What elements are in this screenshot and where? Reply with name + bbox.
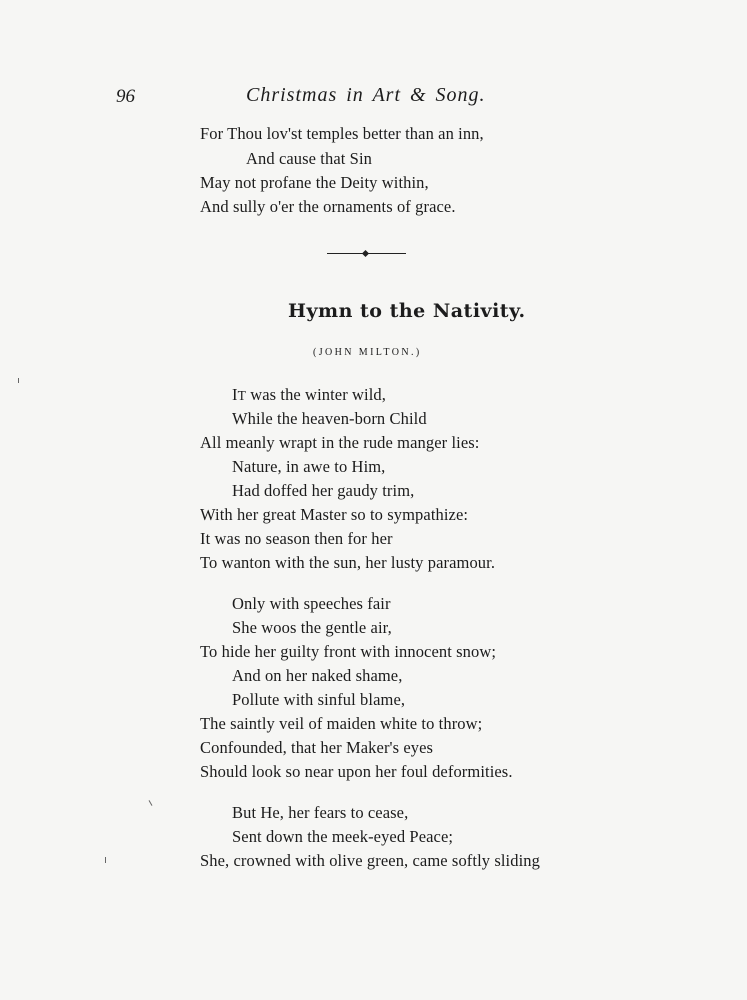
verse-line: Only with speeches fair bbox=[232, 594, 391, 613]
small-caps-text: T bbox=[237, 388, 246, 403]
verse-line bbox=[232, 385, 386, 405]
verse-line: The saintly veil of maiden white to throw; bbox=[200, 714, 483, 733]
verse-line: Nature, in awe to Him, bbox=[232, 457, 386, 476]
verse-line: To hide her guilty front with innocent snow; bbox=[200, 642, 497, 661]
scan-speck bbox=[18, 378, 19, 383]
verse-line: May not profane the Deity within, bbox=[200, 173, 429, 192]
verse-text: was the winter wild, bbox=[245, 385, 386, 404]
verse-line: For Thou lov'st temples better than an inn, bbox=[200, 124, 484, 143]
scan-speck bbox=[105, 857, 106, 863]
verse-line: With her great Master so to sympathize: bbox=[200, 505, 469, 524]
verse-line: To wanton with the sun, her lusty paramour. bbox=[200, 553, 496, 572]
scan-speck bbox=[149, 800, 153, 806]
verse-line: Should look so near upon her foul deformities. bbox=[200, 762, 513, 781]
verse-line: Pollute with sinful blame, bbox=[232, 690, 406, 709]
divider-ornament bbox=[362, 250, 369, 257]
verse-line: And on her naked shame, bbox=[232, 666, 403, 685]
drop-initial: I bbox=[232, 385, 238, 404]
verse-line: She, crowned with olive green, came softly sliding bbox=[200, 851, 540, 870]
verse-line: Had doffed her gaudy trim, bbox=[232, 481, 415, 500]
verse-line: But He, her fears to cease, bbox=[232, 803, 409, 822]
verse-line: All meanly wrapt in the rude manger lies: bbox=[200, 433, 480, 452]
running-head: Christmas in Art & Song. bbox=[246, 84, 486, 106]
verse-line: It was no season then for her bbox=[200, 529, 393, 548]
page-number: 96 bbox=[116, 86, 135, 107]
verse-line: Confounded, that her Maker's eyes bbox=[200, 738, 434, 757]
verse-line: While the heaven-born Child bbox=[232, 409, 427, 428]
verse-line: She woos the gentle air, bbox=[232, 618, 392, 637]
verse-line: And cause that Sin bbox=[246, 149, 372, 168]
verse-line: Sent down the meek-eyed Peace; bbox=[232, 827, 454, 846]
poem-title: Hymn to the Nativity. bbox=[288, 300, 526, 322]
poem-author: (JOHN MILTON.) bbox=[313, 347, 422, 358]
verse-line: And sully o'er the ornaments of grace. bbox=[200, 197, 456, 216]
